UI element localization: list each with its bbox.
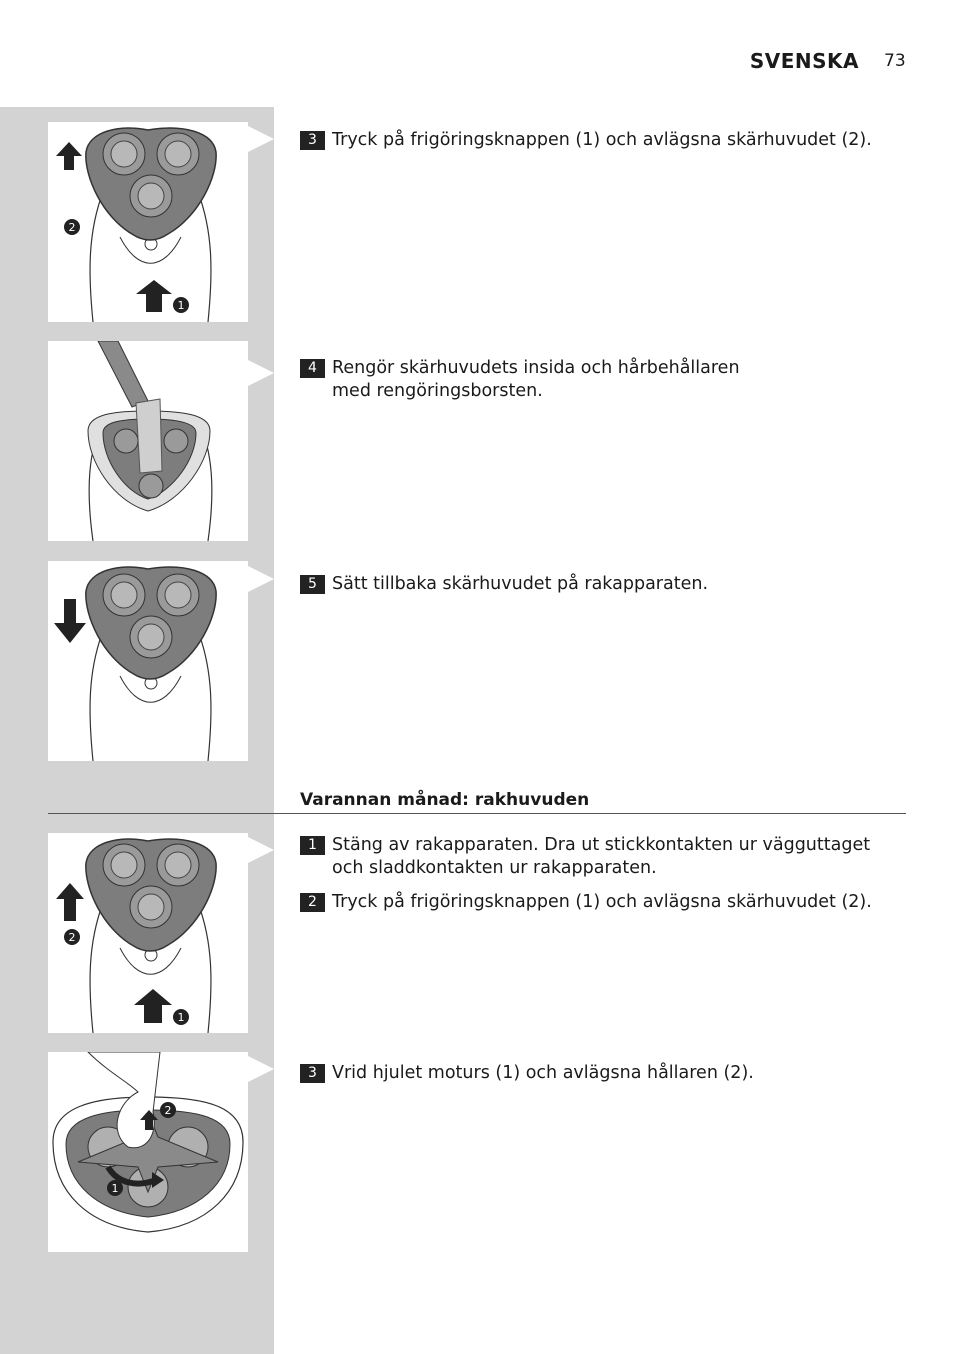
figure-brush-cleaning xyxy=(48,341,248,541)
step-item xyxy=(300,573,880,596)
step-item xyxy=(300,129,880,152)
figure-rotate-wheel xyxy=(48,1052,248,1252)
figure-pointer xyxy=(248,360,274,386)
figure-pointer xyxy=(248,1056,274,1082)
step-text: Tryck på frigöringsknappen (1) och avlägsna skärhuvudet (2). xyxy=(332,130,872,150)
step-item xyxy=(300,1062,880,1085)
language-header: SVENSKA xyxy=(749,49,859,73)
page-number: 73 xyxy=(884,51,906,71)
step-text: Stäng av rakapparaten. Dra ut stickkontakten ur vägguttaget och sladdkontakten ur rakapparaten. xyxy=(332,835,871,878)
figure-release-head xyxy=(48,122,248,322)
step-text: Vrid hjulet moturs (1) och avlägsna hållaren (2). xyxy=(332,1063,754,1083)
step-item xyxy=(300,357,770,402)
figure-release-head xyxy=(48,833,248,1033)
step-number: 3 xyxy=(300,131,325,150)
step-number: 1 xyxy=(300,836,325,855)
label-one: 1 xyxy=(177,299,185,312)
section-title: Varannan månad: rakhuvuden xyxy=(300,790,590,810)
step-text: Sätt tillbaka skärhuvudet på rakapparaten. xyxy=(332,574,709,594)
step-number: 4 xyxy=(300,359,325,378)
label-two: 2 xyxy=(164,1104,172,1117)
label-two: 2 xyxy=(68,221,76,234)
step-item xyxy=(300,891,880,914)
figure-pointer xyxy=(248,566,274,592)
step-number: 5 xyxy=(300,575,325,594)
label-one: 1 xyxy=(111,1182,119,1195)
step-text: Rengör skärhuvudets insida och hårbehållaren med rengöringsborsten. xyxy=(332,358,740,401)
step-number: 3 xyxy=(300,1064,325,1083)
step-text: Tryck på frigöringsknappen (1) och avlägsna skärhuvudet (2). xyxy=(332,892,872,912)
figure-replace-head xyxy=(48,561,248,761)
figure-pointer xyxy=(248,126,274,152)
figure-pointer xyxy=(248,837,274,863)
label-one: 1 xyxy=(177,1011,185,1024)
step-number: 2 xyxy=(300,893,325,912)
section-divider xyxy=(48,813,906,814)
step-item xyxy=(300,834,880,879)
label-two: 2 xyxy=(68,931,76,944)
